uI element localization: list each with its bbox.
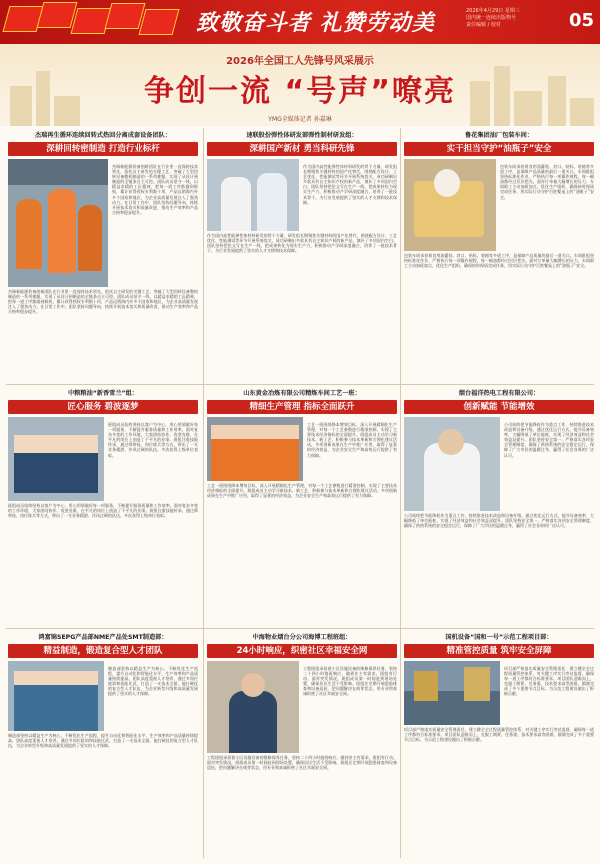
column-divider [203, 128, 204, 858]
masthead [0, 0, 600, 44]
story-body: 包装车间承担着食用油灌装、封口、贴标、装箱等多道工序，是保障产品质量的最后一道关口。车间班组坚持标准化作业，严格执行每一项操作规程，每一桶油都经过层层把关。面对订单量大幅增长的压力，车间职工主动加班加点，优化生产组织，确保按时保质完成任务，用实际行动守护百姓餐桌上的“油瓶子”安全。 [500, 164, 594, 200]
lead-headline: 争创一流 “号声”嘹亮 [144, 74, 456, 109]
story-strap: 鲁花集团油厂包装车间： [464, 132, 534, 139]
story-body: 公司始终把节能降耗作为重点工作，持续推进技术改造和设备升级，通过优化运行方式、提升设备效率，大幅降低了单位能耗，实现了经济效益和社会效益双提升。团队坚持安全第一，严格落实各项安全管理制度，确保了供热系统的安全稳定运行，保障了广大市民的温暖过冬，赢得了社会各界的广泛认可。 [504, 422, 594, 458]
story-body-continued: 班组成员始终坚持以客户为中心，用心用情做好每一项服务，不断提升服务质量和工作效率。面对复杂多变的工作环境，大家团结协作、攻坚克难，在平凡的岗位上创造了不平凡的业绩。班组注重技能传承，通过师带徒、岗位练兵等方式，带出了一支业务精湛、作风过硬的队伍，多次获得上级单位表彰。 [8, 503, 198, 519]
story-card [404, 388, 594, 633]
story-photo [207, 417, 303, 481]
story-card [404, 130, 594, 371]
story-subhead: 深耕国产新材 勇当科研先锋 [207, 142, 397, 156]
story-body-continued: 项目部严格落实质量安全管理责任，建立健全全过程质量管控体系，对关键工序实行旁站监督，确保每一道工序都符合标准要求。项目团队迎难而上，克服工期紧、任务重、技术要求高等困难，圆满完成了多个重要节点目标，为示范工程建设做出了积极贡献。 [404, 727, 594, 743]
story-strap: 中海物业烟台分公司海博工程班组： [252, 634, 352, 641]
story-body-continued: 制造部坚持以精益生产为核心，不断优化生产流程，提升自动化和智能化水平，生产效率和产品质量持续提高。团队高度重视人才培养，通过多岗位轮训和技能比武，打造了一支技术全面、能打硬仗的复合型人才队伍，为企业转型升级和高质量发展提供了坚实的人才保障。 [8, 733, 198, 749]
story-photo [8, 661, 104, 731]
story-subhead: 24小时响应，织密社区幸福安全网 [207, 644, 397, 658]
story-body: 工艺一班围绕降本增效目标，深入开展精细化生产管理，对每一个工艺参数进行精准控制，实现了主要技术经济指标的全面提升。班组成员主动学习新技术、新工艺，积极参与技术革新和合理化建议活动，多项创新成果在生产中推广应用，取得了显著的经济效益，为企业安全生产和高效运行提供了有力保障。 [307, 422, 397, 458]
story-photo [404, 417, 500, 511]
masthead-title: 致敬奋斗者 礼赞劳动美 [196, 10, 435, 36]
story-card [404, 632, 594, 851]
story-photo [404, 159, 496, 251]
story-body-continued: 公司始终把节能降耗作为重点工作，持续推进技术改造和设备升级，通过优化运行方式、提升设备效率，大幅降低了单位能耗，实现了经济效益和社会效益双提升。团队坚持安全第一，严格落实各项安全管理制度，确保了供热系统的安全稳定运行，保障了广大市民的温暖过冬，赢得了社会各界的广泛认可。 [404, 513, 594, 529]
story-body: 作为国内高性能弹性体材料研发的骨干力量，研发组长期聚焦关键材料的国产化替代，围绕配方设计、工艺优化、性能测试等环节开展系统攻关，成功研制出多款具有自主知识产权的新产品，填补了多项国内空白。团队坚持把论文写在生产一线，把成果转化为现实生产力，积极推动产学研深度融合，培养了一批技术骨干，为行业发展提供了坚实的人才支撑和技术保障。 [303, 164, 397, 205]
story-body: 班组成员始终坚持以客户为中心，用心用情做好每一项服务，不断提升服务质量和工作效率。面对复杂多变的工作环境，大家团结协作、攻坚克难，在平凡的岗位上创造了不平凡的业绩。班组注重技能传承，通过师带徒、岗位练兵等方式，带出了一支业务精湛、作风过硬的队伍，多次获得上级单位表彰。 [108, 422, 198, 458]
story-card [8, 388, 198, 633]
story-photo [8, 417, 104, 501]
story-card [207, 388, 397, 633]
story-subhead: 精准管控质量 筑牢安全屏障 [404, 644, 594, 658]
story-body-continued: 包装车间承担着食用油灌装、封口、贴标、装箱等多道工序，是保障产品质量的最后一道关口。车间班组坚持标准化作业，严格执行每一项操作规程，每一桶油都经过层层把关。面对订单量大幅增长的压力，车间职工主动加班加点，优化生产组织，确保按时保质完成任务，用实际行动守护百姓餐桌上的“油瓶子”安全。 [404, 253, 594, 269]
story-body-continued: 杰瑞新能源装备创新团队在行业里一直保持技术领先，依托自主研发的关键工艺，突破了大型回转设备整机制造的一系列难题，实现了从设计到制造的全链条自主可控。团队成员坚守一线，以精益求精的工匠精神，把每一道工序都做到极致，累计获得授权专利数十项，产品远销海内外多个国家和地区，为企业高质量发展注入了强劲动力。在日常工作中，团队坚持问题导向，持续开展技术攻关和质量改进，推动生产效率和产品合格率稳步提升。 [8, 289, 198, 315]
story-body: 制造部坚持以精益生产为核心，不断优化生产流程，提升自动化和智能化水平，生产效率和产品质量持续提高。团队高度重视人才培养，通过多岗位轮训和技能比武，打造了一支技术全面、能打硬仗的复合型人才队伍，为企业转型升级和高质量发展提供了坚实的人才保障。 [108, 666, 198, 697]
story-strap: 山东黄金冶炼有限公司精炼车间工艺一班： [243, 390, 361, 397]
lead-kicker: 2026年全国工人先锋号风采展示 [226, 56, 374, 67]
masthead-meta: 2026年4月29日 星期三 国内统一连续出版物号 责任编辑 / 校对 [466, 8, 520, 28]
story-strap: 中粮粮油“新香雪兰”组： [67, 390, 138, 397]
story-card [207, 632, 397, 849]
red-flags-decoration [0, 0, 180, 44]
story-strap: 速联股份弹性体研发部弹性制材研发组： [246, 132, 358, 139]
story-subhead: 创新赋能 节能增效 [404, 400, 594, 414]
story-body: 工程班组承担着小区设施设备的维修保养任务，坚持二十四小时值班响应，做到业主有需求、班组有行动。面对突发情况，班组成员第一时间赶到现场处置，确保居民生活不受影响。班组还定期开展隐患排查和设备巡检，把问题解决在萌芽状态，用专业和真诚织密了社区幸福安全网。 [303, 666, 397, 697]
story-subhead: 精益制造，锻造复合型人才团队 [8, 644, 198, 658]
story-subhead: 精细生产管理 指标全面跃升 [207, 400, 397, 414]
story-body: 项目部严格落实质量安全管理责任，建立健全全过程质量管控体系，对关键工序实行旁站监督，确保每一道工序都符合标准要求。项目团队迎难而上，克服工期紧、任务重、技术要求高等困难，圆满完成了多个重要节点目标，为示范工程建设做出了积极贡献。 [504, 666, 594, 697]
row-divider [6, 384, 594, 385]
story-photo [404, 661, 500, 725]
lead-byline: YMG全媒体记者 孙嘉琳 [268, 116, 332, 123]
story-body-continued: 作为国内高性能弹性体材料研发的骨干力量，研发组长期聚焦关键材料的国产化替代，围绕配方设计、工艺优化、性能测试等环节开展系统攻关，成功研制出多款具有自主知识产权的新产品，填补了多项国内空白。团队坚持把论文写在生产一线，把成果转化为现实生产力，积极推动产学研深度融合，培养了一批技术骨干，为行业发展提供了坚实的人才支撑和技术保障。 [207, 233, 397, 254]
story-photo [207, 159, 299, 231]
story-strap: 烟台福洋热电工程有限公司： [458, 390, 540, 397]
story-photo [207, 661, 299, 753]
story-card [207, 130, 397, 371]
story-card [8, 632, 198, 849]
story-strap: 鸿富锦SEPG产品部NME产品处SMT制造部： [38, 634, 168, 641]
story-strap: 国机设备“国和一号”示范工程项目部： [445, 634, 553, 641]
story-strap: 杰瑞再生循环连续回转式热回分离成套设备团队： [34, 132, 172, 139]
story-body-continued: 工程班组承担着小区设施设备的维修保养任务，坚持二十四小时值班响应，做到业主有需求、班组有行动。面对突发情况，班组成员第一时间赶到现场处置，确保居民生活不受影响。班组还定期开展隐患排查和设备巡检，把问题解决在萌芽状态，用专业和真诚织密了社区幸福安全网。 [207, 755, 397, 771]
story-subhead: 深耕回转密制造 打造行业标杆 [8, 142, 198, 156]
story-subhead: 匠心服务 碧波逐梦 [8, 400, 198, 414]
story-body: 杰瑞新能源装备创新团队在行业里一直保持技术领先，依托自主研发的关键工艺，突破了大型回转设备整机制造的一系列难题，实现了从设计到制造的全链条自主可控。团队成员坚守一线，以精益求精的工匠精神，把每一道工序都做到极致，累计获得授权专利数十项，产品远销海内外多个国家和地区，为企业高质量发展注入了强劲动力。在日常工作中，团队坚持问题导向，持续开展技术攻关和质量改进，推动生产效率和产品合格率稳步提升。 [112, 164, 198, 215]
page-number: 05 [568, 10, 594, 31]
story-body-continued: 工艺一班围绕降本增效目标，深入开展精细化生产管理，对每一个工艺参数进行精准控制，实现了主要技术经济指标的全面提升。班组成员主动学习新技术、新工艺，积极参与技术革新和合理化建议活动，多项创新成果在生产中推广应用，取得了显著的经济效益，为企业安全生产和高效运行提供了有力保障。 [207, 483, 397, 499]
column-divider [400, 128, 401, 858]
story-photo [8, 159, 108, 287]
story-subhead: 实干担当守护“油瓶子”安全 [404, 142, 594, 156]
story-card [8, 130, 198, 373]
